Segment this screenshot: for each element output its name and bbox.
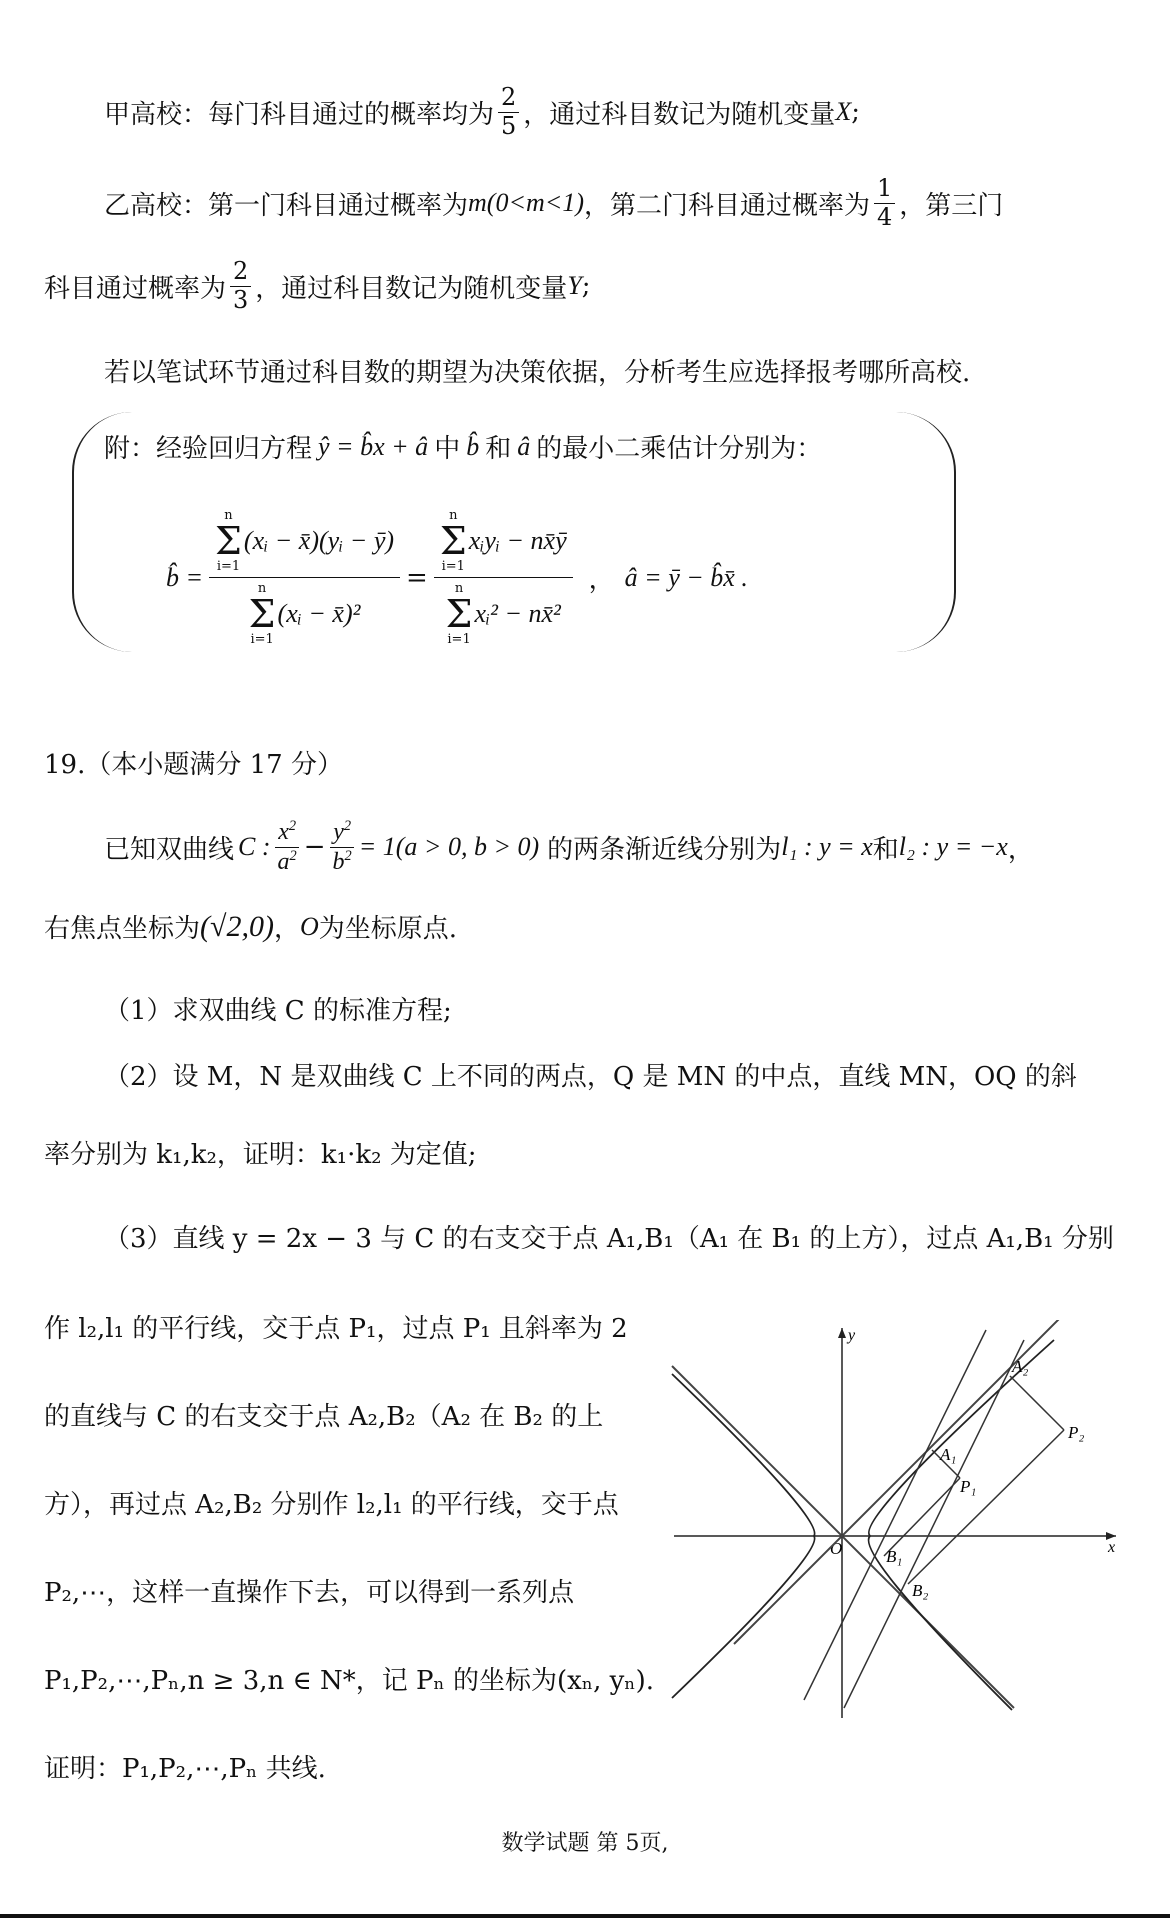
para-decision <box>104 352 970 389</box>
q19-part3-g <box>44 1748 326 1785</box>
fraction-2 <box>434 505 573 650</box>
asymptote-l2: l₂ : y = −x <box>898 832 1008 862</box>
var-x: X <box>835 97 852 127</box>
fraction-1 <box>209 505 400 650</box>
para-yi-school <box>104 175 1003 231</box>
denominator-2: xᵢ² − nx̄² <box>474 599 561 628</box>
q19-part2-a <box>104 1056 1077 1093</box>
q19-part3-e <box>44 1572 574 1609</box>
b-hat: b̂ <box>466 431 480 461</box>
q19-part3-d <box>44 1484 619 1521</box>
curve-c: C : <box>238 832 271 862</box>
label-b2: B₂ <box>912 1581 929 1600</box>
origin-label: O <box>830 1539 843 1558</box>
a-hat-formula: â = ȳ − b̂x̄ . <box>624 562 748 592</box>
x-axis-label: x <box>1108 1539 1116 1556</box>
line-a1-b1 <box>804 1330 986 1700</box>
regression-equation: ŷ = b̂x + â <box>318 431 429 461</box>
q19-heading <box>44 744 343 781</box>
text: 证明：P₁,P₂,⋯,Pₙ 共线. <box>44 1754 326 1784</box>
sum-lower: i=1 <box>441 559 465 574</box>
text: 甲高校：每门科目通过的概率均为 <box>104 99 495 130</box>
appendix-intro <box>104 428 822 465</box>
equals-sign: = <box>406 562 428 593</box>
var-y: Y <box>567 271 582 301</box>
sum-upper: n <box>257 581 267 596</box>
origin-o: O <box>299 911 319 941</box>
q19-part3-f <box>44 1660 654 1697</box>
text: 科目通过概率为 <box>44 273 227 304</box>
text: 若以笔试环节通过科目数的期望为决策依据，分析考生应选择报考哪所高校. <box>104 358 971 388</box>
text: 已知双曲线 <box>104 834 235 865</box>
text: 右焦点坐标为 <box>44 914 201 944</box>
b-hat-lhs: b̂ = <box>166 562 204 592</box>
q19-line1: 已知双曲线 C : $\frac{x^2}{a^2}$ − $\frac{y^2}{b^2}$ = 1(a > 0, b > 0) 的两条渐近线分别为 l₁ : y = x 和 l₂ : y = −x ， <box>104 818 1034 875</box>
asymptote-l2-line <box>672 1366 1014 1708</box>
numerator-2: xᵢyᵢ − nx̄ȳ <box>468 526 567 555</box>
sum-upper: n <box>454 581 464 596</box>
text: P₁,P₂,⋯,Pₙ,n ≥ 3,n ∈ N*，记 Pₙ 的坐标为(xₙ, yₙ). <box>44 1666 654 1696</box>
text: 附：经验回归方程 <box>104 434 313 464</box>
label-p1: P₁ <box>960 1477 977 1496</box>
text: ， <box>1007 834 1034 865</box>
q19-line2 <box>44 908 457 945</box>
q19-part1 <box>104 990 452 1027</box>
a-hat: â <box>517 431 531 461</box>
text: ， <box>273 914 300 944</box>
q19-part2-b <box>44 1134 477 1171</box>
q19-part3-c <box>44 1396 603 1433</box>
fraction-x2-a2: $\frac{x^2}{a^2}$ <box>275 818 300 876</box>
text: ，第三门 <box>899 190 1004 221</box>
text: 和 <box>872 834 899 865</box>
text: 作 l₂,l₁ 的平行线，交于点 P₁，过点 P₁ 且斜率为 2 <box>44 1314 628 1344</box>
label-a1: A₁ <box>940 1445 957 1464</box>
text: （3）直线 y = 2x − 3 与 C 的右支交于点 A₁,B₁（A₁ 在 B₁ 的上方），过点 A₁,B₁ 分别 <box>104 1224 1114 1254</box>
text: 方），再过点 A₂,B₂ 分别作 l₂,l₁ 的平行线，交于点 <box>44 1490 619 1520</box>
text: ; <box>581 271 591 302</box>
fraction-two-thirds <box>230 258 251 314</box>
text: ; <box>851 97 860 128</box>
text: ， <box>588 565 615 595</box>
text: 中 <box>434 434 461 464</box>
text: 的直线与 C 的右支交于点 A₂,B₂（A₂ 在 B₂ 的上 <box>44 1402 604 1432</box>
frac-den: 5 <box>501 111 517 140</box>
focus-coordinate: (√2,0) <box>200 909 274 943</box>
sigma-symbol: n Σ i=1 <box>215 508 242 574</box>
y-axis-label: y <box>848 1327 856 1344</box>
sigma-symbol: n Σ i=1 <box>248 581 276 647</box>
sum-upper: n <box>224 508 233 523</box>
label-p2: P₂ <box>1068 1423 1085 1442</box>
text: （2）设 M，N 是双曲线 C 上不同的两点，Q 是 MN 的中点，直线 MN，OQ 的斜 <box>104 1062 1077 1092</box>
text: 的两条渐近线分别为 <box>547 834 782 865</box>
text: 乙高校：第一门科目通过概率为 <box>104 190 469 221</box>
label-b1: B₁ <box>886 1547 903 1566</box>
asymptote-l1: l₁ : y = x <box>781 832 873 862</box>
text: 率分别为 k₁,k₂，证明：k₁·k₂ 为定值; <box>44 1140 477 1170</box>
fraction-two-fifths <box>498 84 519 140</box>
fraction-one-quarter <box>874 175 895 231</box>
frac-den: 4 <box>877 202 893 231</box>
sigma-symbol: n Σ i=1 <box>439 508 467 574</box>
appendix-formula <box>166 505 748 650</box>
m-expression: m(0<m<1) <box>468 188 584 218</box>
sum-upper: n <box>449 508 458 523</box>
sum-lower: i=1 <box>447 632 471 647</box>
sigma-symbol: n Σ i=1 <box>445 581 473 647</box>
text: 19.（本小题满分 17 分） <box>44 750 343 780</box>
page-footer: 数学试题 第 5页, <box>501 1831 669 1856</box>
text: ，第二门科目通过概率为 <box>583 190 870 221</box>
frac-num: 1 <box>874 175 895 204</box>
frac-num: 2 <box>498 84 519 113</box>
hyperbola-figure <box>664 1320 1124 1720</box>
text: ，通过科目数记为随机变量 <box>255 273 568 304</box>
bottom-rule <box>0 1914 1170 1918</box>
line-a2-p2 <box>1010 1376 1064 1430</box>
para-yi-school-cont <box>44 258 591 314</box>
q19-part3-b <box>44 1308 628 1345</box>
sum-lower: i=1 <box>250 632 274 647</box>
numerator-1: (xᵢ − x̄)(yᵢ − ȳ) <box>243 526 395 555</box>
denominator-1: (xᵢ − x̄)² <box>277 599 361 628</box>
fraction-y2-b2: $\frac{y^2}{b^2}$ <box>330 818 355 876</box>
para-jia-school <box>104 84 860 140</box>
text: 和 <box>485 434 512 464</box>
hyperbola-condition: = 1(a > 0, b > 0) <box>358 832 540 862</box>
y-axis-arrow-icon <box>838 1328 846 1338</box>
label-a2: A₂ <box>1012 1357 1029 1376</box>
q19-part3-a <box>104 1218 1114 1255</box>
text: 的最小二乘估计分别为： <box>536 434 823 464</box>
frac-den: 3 <box>233 285 249 314</box>
text: P₂,⋯，这样一直操作下去，可以得到一系列点 <box>44 1578 575 1608</box>
text: ，通过科目数记为随机变量 <box>523 99 836 130</box>
text: （1）求双曲线 C 的标准方程; <box>104 996 452 1026</box>
sum-lower: i=1 <box>216 559 241 574</box>
frac-num: 2 <box>230 258 251 287</box>
text: 为坐标原点. <box>318 914 458 944</box>
